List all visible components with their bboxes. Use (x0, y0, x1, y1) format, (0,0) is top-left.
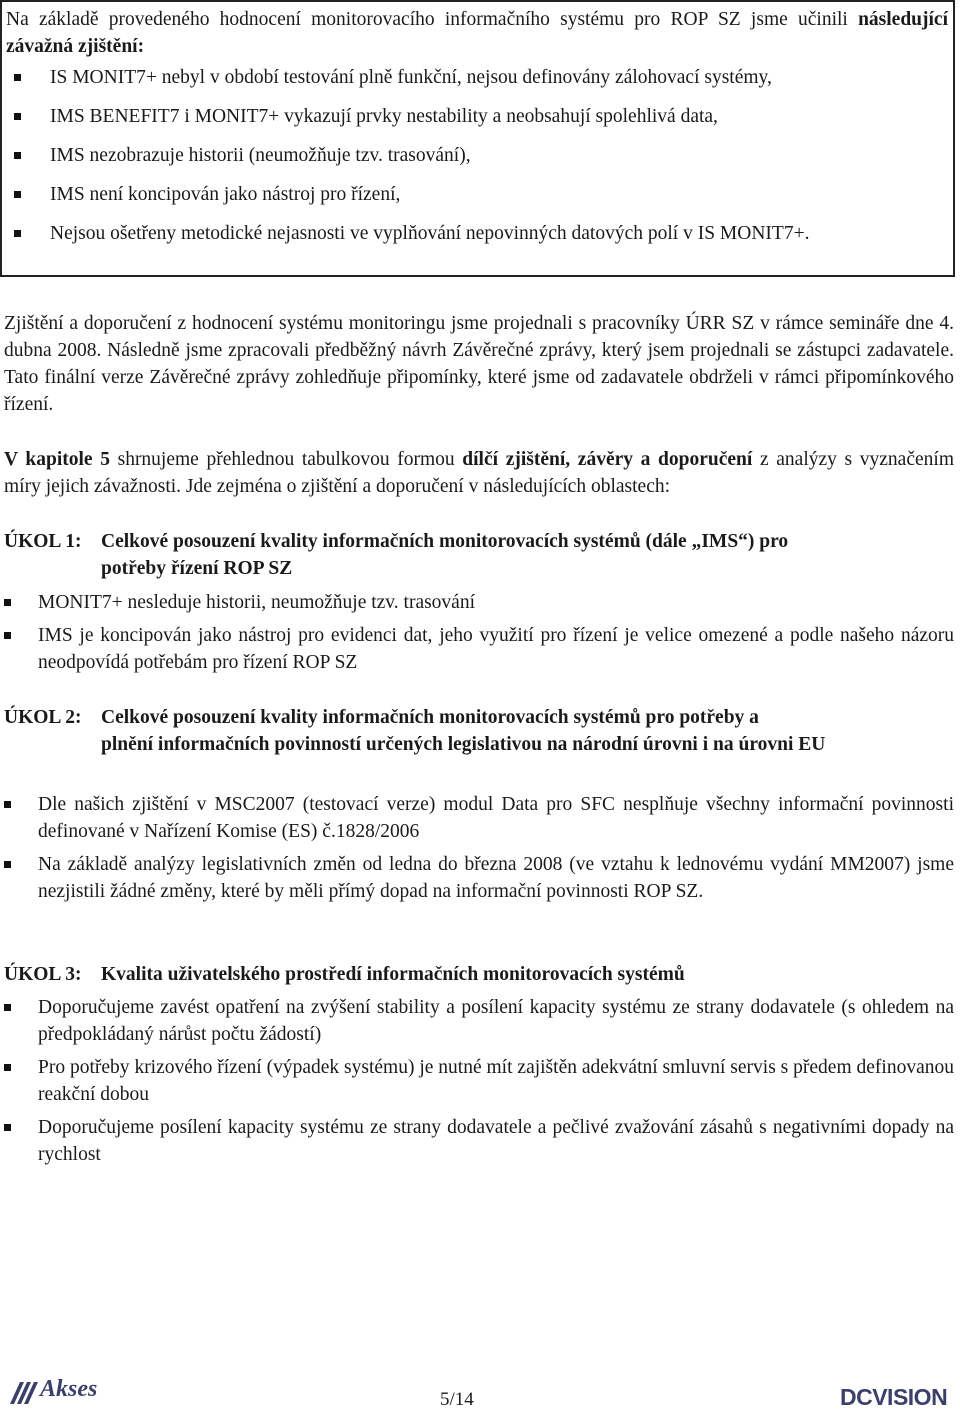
section-heading-ukol1: ÚKOL 1: Celkové posouzení kvality informačních monitorovacích systémů (dále „IMS“) pro potřeby řízení ROP SZ (4, 531, 789, 579)
square-bullet-icon (14, 230, 21, 237)
list-item: IMS BENEFIT7 i MONIT7+ vykazují prvky nestability a neobsahují spolehlivá data, (6, 103, 948, 130)
findings-intro (6, 6, 948, 60)
section-list-ukol3 (0, 994, 954, 1174)
paragraph-chapter5: V kapitole 5 shrnujeme přehlednou tabulkovou formou dílčí zjištění, závěry a doporučení z analýzy s vyznačením míry jejich závažnosti. Jde zejména o zjištění a doporučení v následujících oblastech: (4, 449, 954, 497)
findings-list (6, 64, 948, 247)
akses-logo: Akses (8, 1378, 118, 1408)
square-bullet-icon (14, 191, 21, 198)
section-heading-ukol2: ÚKOL 2: Celkové posouzení kvality informačních monitorovacích systémů pro potřeby a plnění informačních povinností určených legislativou na národní úrovni i na úrovni EU (4, 707, 826, 755)
section-heading-ukol3: ÚKOL 3: Kvalita uživatelského prostředí informačních monitorovacích systémů (4, 964, 685, 985)
list-item: IMS není koncipován jako nástroj pro řízení, (6, 181, 948, 208)
list-item: Doporučujeme zavést opatření na zvýšení stability a posílení kapacity systému ze strany dodavatele (s ohledem na předpokládaný nárůst počtu žádostí) (0, 994, 954, 1048)
list-item: MONIT7+ nesleduje historii, neumožňuje tzv. trasování (0, 589, 954, 616)
square-bullet-icon (4, 599, 11, 606)
square-bullet-icon (14, 74, 21, 81)
list-item: Pro potřeby krizového řízení (výpadek systému) je nutné mít zajištěn adekvátní smluvní servis s předem definovanou reakční dobou (0, 1054, 954, 1108)
dcvision-logo: DCVISION (840, 1384, 948, 1410)
list-item: IMS je koncipován jako nástroj pro evidenci dat, jeho využití pro řízení je velice omezené a podle našeho názoru neodpovídá potřebám pro řízení ROP SZ (0, 622, 954, 676)
list-item: IMS nezobrazuje historii (neumožňuje tzv. trasování), (6, 142, 948, 169)
square-bullet-icon (4, 801, 11, 808)
paragraph-seminar: Zjištění a doporučení z hodnocení systému monitoringu jsme projednali s pracovníky ÚRR SZ v rámce semináře dne 4. dubna 2008. Následně jsme zpracovali předběžný návrh Závěrečné zprávy, který jsem projednali se zástupci zadavatele. Tato finální verze Závěrečné zprávy zohledňuje připomínky, které jsme od zadavatele obdrželi v rámci připomínkového řízení. (4, 313, 954, 415)
square-bullet-icon (4, 1124, 11, 1131)
intro-text: Na základě provedeného hodnocení monitorovacího informačního systému pro ROP SZ jsme učinili (6, 9, 859, 30)
square-bullet-icon (4, 861, 11, 868)
square-bullet-icon (14, 152, 21, 159)
findings-box (0, 0, 955, 277)
list-item: Na základě analýzy legislativních změn od ledna do března 2008 (ve vztahu k lednovému vydání MM2007) jsme nezjistili žádné změny, které by měli přímý dopad na informační povinnosti ROP SZ. (0, 851, 954, 905)
list-item: Nejsou ošetřeny metodické nejasnosti ve vyplňování nepovinných datových polí v IS MONIT7+. (6, 220, 948, 247)
square-bullet-icon (4, 632, 11, 639)
list-item: Dle našich zjištění v MSC2007 (testovací verze) modul Data pro SFC nesplňuje všechny informační povinnosti definované v Nařízení Komise (ES) č.1828/2006 (0, 791, 954, 845)
list-item: IS MONIT7+ nebyl v období testování plně funkční, nejsou definovány zálohovací systémy, (6, 64, 948, 91)
square-bullet-icon (4, 1004, 11, 1011)
section-list-ukol2 (0, 791, 954, 911)
square-bullet-icon (14, 113, 21, 120)
square-bullet-icon (4, 1064, 11, 1071)
akses-slash-icon (8, 1378, 42, 1408)
page-number: 5/14 (440, 1389, 474, 1410)
section-list-ukol1 (0, 589, 954, 682)
list-item: Doporučujeme posílení kapacity systému ze strany dodavatele a pečlivé zvažování zásahů s negativními dopady na rychlost (0, 1114, 954, 1168)
intro-bold-text: následující závažná zjištění: (6, 9, 948, 57)
